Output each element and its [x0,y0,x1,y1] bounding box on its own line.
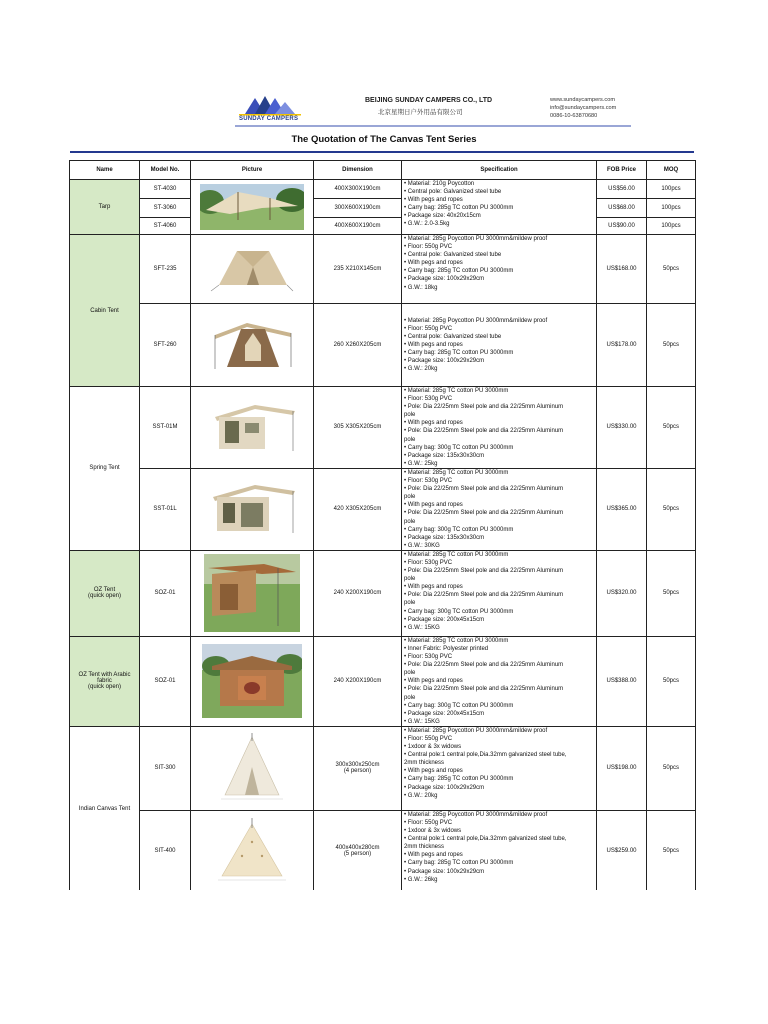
model-number: SST-01L [140,468,191,550]
product-picture [191,810,314,890]
fob-price: US$178.00 [597,304,647,387]
table-row [70,199,696,218]
website-link[interactable]: www.sundaycampers.com [550,97,615,103]
spec-line: • G.W.: 25kg [404,460,438,467]
specification [402,550,597,636]
spec-line: • Floor: 550g PVC [404,736,453,742]
spec-line: • Floor: 530g PVC [404,559,453,566]
spec-line: • G.W.: 15KG [404,624,440,631]
product-picture [191,550,314,636]
fob-price: US$320.00 [597,550,647,636]
company-name-chinese: 北京星期日户外用品有限公司 [378,109,463,116]
spec-line: pole [404,518,416,525]
dimension: 400X300X190cm [314,180,402,199]
product-name: Spring Tent [70,387,140,551]
model-number: SFT-260 [140,304,191,387]
moq: 100pcs [647,180,696,199]
spec-line: • Pole: Dia 22/25mm Steel pole and dia 22/25mm Aluminum [404,662,564,669]
model-number: SIT-400 [140,810,191,890]
moq: 100pcs [647,218,696,235]
moq: 50pcs [647,550,696,636]
spec-line: • Package size: 100x29x29cm [404,358,485,365]
dimension: 235 X210X145cm [314,235,402,304]
indian-tent-sit400-image [216,818,288,884]
spec-line: • With pegs and ropes [404,502,463,509]
spec-line: • Material: 285g Poycotton PU 3000mm&mildew proof [404,317,548,324]
dimension: 240 X200X190cm [314,550,402,636]
dimension: 305 X305X205cm [314,387,402,469]
spec-line: • Package size: 100x29x29cm [404,276,485,283]
table-row [70,218,696,235]
model-number: SOZ-01 [140,636,191,726]
spec-line: pole [404,494,416,501]
dimension: 400X600X190cm [314,218,402,235]
spec-line: pole [404,576,416,583]
spec-line: • With pegs and ropes [404,420,463,427]
column-header: Picture [191,161,314,180]
specification [402,636,597,726]
fob-price: US$56.00 [597,180,647,199]
spec-line: 2mm thickness [404,844,445,851]
contact-info [550,96,616,120]
spec-line: • With pegs and ropes [404,341,463,348]
table-row [70,636,696,726]
spec-line: • With pegs and ropes [404,678,463,685]
table-row [70,550,696,636]
spec-line: 2mm thickness [404,760,445,767]
spec-line: • Floor: 530g PVC [404,478,453,485]
table-header-row [70,161,696,180]
spec-line: • Carry bag: 285g TC cotton PU 3000mm [404,350,514,357]
column-header: Model No. [140,161,191,180]
fob-price: US$198.00 [597,726,647,810]
spec-line: • Carry bag: 285g TC cotton PU 3000mm [404,776,514,783]
dimension: 400x400x280cm (5 person) [314,810,402,890]
oz-tent-arabic-image [202,644,302,718]
cabin-tent-sft260-image [207,315,297,375]
moq: 50pcs [647,387,696,469]
spec-line: • With pegs and ropes [404,260,463,267]
header-divider [235,125,631,127]
spec-line: • Pole: Dia 22/25mm Steel pole and dia 22/25mm Aluminum [404,510,564,517]
spec-line: • Carry bag: 300g TC cotton PU 3000mm [404,608,514,615]
spec-line: • Material: 285g Poycotton PU 3000mm&mildew proof [404,236,548,242]
spec-line: • Package size: 135x30x30cm [404,452,485,459]
spec-line: • Central pole:1 central pole,Dia.32mm galvanized steel tube, [404,752,567,759]
spec-line: • Material: 285g TC cotton PU 3000mm [404,637,509,644]
oz-tent-image [204,554,300,632]
logo-text: SUNDAY CAMPERS [239,116,299,122]
spec-line: • Package size: 40x20x15cm [404,213,481,220]
spec-line: pole [404,436,416,443]
spec-line: • Pole: Dia 22/25mm Steel pole and dia 22/25mm Aluminum [404,486,564,493]
spec-line: • Carry bag: 300g TC cotton PU 3000mm [404,702,514,709]
title-divider [70,151,694,153]
spec-line: • G.W.: 20kg [404,366,438,373]
spec-line: • 1xdoor & 3x widows [404,828,462,835]
spec-line: • Package size: 200x45x15cm [404,710,485,717]
dimension: 300X600X190cm [314,199,402,218]
specification [402,304,597,387]
table-row [70,180,696,199]
company-name: BEIJING SUNDAY CAMPERS CO., LTD [365,97,493,104]
fob-price: US$259.00 [597,810,647,890]
email-link[interactable]: info@sundaycampers.com [550,105,617,111]
specification [402,180,597,235]
spec-line: • G.W.: 26kg [404,876,438,883]
spec-line: • Material: 285g TC cotton PU 3000mm [404,388,509,394]
dimension: 260 X260X205cm [314,304,402,387]
cabin-tent-sft235-image [207,241,297,297]
spec-line: • Pole: Dia 22/25mm Steel pole and dia 22/25mm Aluminum [404,592,564,599]
product-name: Tarp [70,180,140,235]
dimension: 300x300x250cm (4 person) [314,726,402,810]
spec-line: • Package size: 100x29x29cm [404,868,485,875]
spec-line: pole [404,412,416,419]
column-header: Dimension [314,161,402,180]
spec-line: • Pole: Dia 22/25mm Steel pole and dia 22/25mm Aluminum [404,404,564,411]
moq: 50pcs [647,726,696,810]
spec-line: • Central pole: Galvanized steel tube [404,333,502,340]
table-row [70,726,696,810]
spec-line: • G.W.: 2.0-3.5kg [404,221,450,228]
table-row [70,235,696,304]
spec-line: • Central pole: Galvanized steel tube [404,189,502,196]
spec-line: • With pegs and ropes [404,768,463,775]
column-header: MOQ [647,161,696,180]
model-number: SST-01M [140,387,191,469]
product-picture [191,636,314,726]
spec-line: pole [404,694,416,701]
spec-line: • Inner Fabric: Polyester printed [404,645,489,652]
spec-line: • With pegs and ropes [404,852,463,859]
fob-price: US$388.00 [597,636,647,726]
spec-line: • Floor: 550g PVC [404,820,453,826]
moq: 50pcs [647,304,696,387]
spec-line: • Floor: 530g PVC [404,396,453,403]
spec-line: • Carry bag: 285g TC cotton PU 3000mm [404,860,514,867]
specification [402,810,597,890]
specification [402,387,597,469]
spec-line: • 1xdoor & 3x widows [404,744,462,751]
spring-tent-sst01l-image [205,479,299,539]
spec-line: • Central pole:1 central pole,Dia.32mm galvanized steel tube, [404,836,567,843]
spec-line: • Package size: 135x30x30cm [404,534,485,541]
spec-line: • With pegs and ropes [404,197,463,204]
table-row [70,468,696,550]
product-picture [191,235,314,304]
moq: 50pcs [647,636,696,726]
spec-line: • Carry bag: 300g TC cotton PU 3000mm [404,526,514,533]
specification [402,235,597,304]
product-picture [191,304,314,387]
tarp-image [200,184,304,230]
spec-line: • Floor: 550g PVC [404,325,453,332]
column-header: Name [70,161,140,180]
spec-line: • Central pole: Galvanized steel tube [404,252,502,259]
moq: 50pcs [647,235,696,304]
spec-line: • Material: 285g TC cotton PU 3000mm [404,469,509,476]
spec-line: pole [404,600,416,607]
model-number: ST-4030 [140,180,191,199]
spec-line: • Pole: Dia 22/25mm Steel pole and dia 22/25mm Aluminum [404,568,564,575]
spec-line: • Floor: 550g PVC [404,244,453,251]
spec-line: • Material: 285g Poycotton PU 3000mm&mildew proof [404,811,548,818]
spec-line: • G.W.: 30KG [404,542,440,549]
spec-line: • Pole: Dia 22/25mm Steel pole and dia 22/25mm Aluminum [404,686,564,693]
spec-line: • G.W.: 18kg [404,284,438,291]
product-name: OZ Tent (quick open) [70,550,140,636]
fob-price: US$68.00 [597,199,647,218]
product-name: Cabin Tent [70,235,140,387]
spec-line: • G.W.: 20kg [404,792,438,799]
dimension: 420 X305X205cm [314,468,402,550]
fob-price: US$330.00 [597,387,647,469]
specification [402,726,597,810]
product-picture [191,726,314,810]
page-title: The Quotation of The Canvas Tent Series [291,134,477,145]
model-number: ST-3060 [140,199,191,218]
moq: 50pcs [647,468,696,550]
spec-line: pole [404,670,416,677]
moq: 50pcs [647,810,696,890]
dimension: 240 X200X190cm [314,636,402,726]
letterhead [235,94,635,126]
product-picture [191,387,314,469]
table-row [70,810,696,890]
column-header: Specification [402,161,597,180]
spec-line: • Carry bag: 285g TC cotton PU 3000mm [404,268,514,275]
model-number: SIT-300 [140,726,191,810]
spec-line: • Floor: 530g PVC [404,654,453,661]
model-number: ST-4060 [140,218,191,235]
spec-line: • Material: 210g Poycotton [404,181,475,187]
moq: 100pcs [647,199,696,218]
spec-line: • G.W.: 15KG [404,718,440,725]
spec-line: • Carry bag: 300g TC cotton PU 3000mm [404,444,514,451]
spec-line: • Material: 285g Poycotton PU 3000mm&mildew proof [404,727,548,734]
indian-tent-sit300-image [217,733,287,803]
fob-price: US$168.00 [597,235,647,304]
column-header: FOB Price [597,161,647,180]
model-number: SFT-235 [140,235,191,304]
spec-line: • Pole: Dia 22/25mm Steel pole and dia 22/25mm Aluminum [404,428,564,435]
spec-line: • With pegs and ropes [404,584,463,591]
model-number: SOZ-01 [140,550,191,636]
spec-line: • Carry bag: 285g TC cotton PU 3000mm [404,205,514,212]
product-name: Indian Canvas Tent [70,726,140,890]
product-name: OZ Tent with Arabic fabric (quick open) [70,636,140,726]
phone-number: 0086-10-63870680 [550,113,598,119]
fob-price: US$90.00 [597,218,647,235]
table-row [70,387,696,469]
product-picture [191,180,314,235]
product-picture [191,468,314,550]
spring-tent-sst01m-image [205,397,299,457]
quotation-table [69,160,696,890]
fob-price: US$365.00 [597,468,647,550]
table-row [70,304,696,387]
specification [402,468,597,550]
spec-line: • Package size: 200x45x15cm [404,616,485,623]
spec-line: • Package size: 100x29x29cm [404,784,485,791]
spec-line: • Material: 285g TC cotton PU 3000mm [404,551,509,558]
